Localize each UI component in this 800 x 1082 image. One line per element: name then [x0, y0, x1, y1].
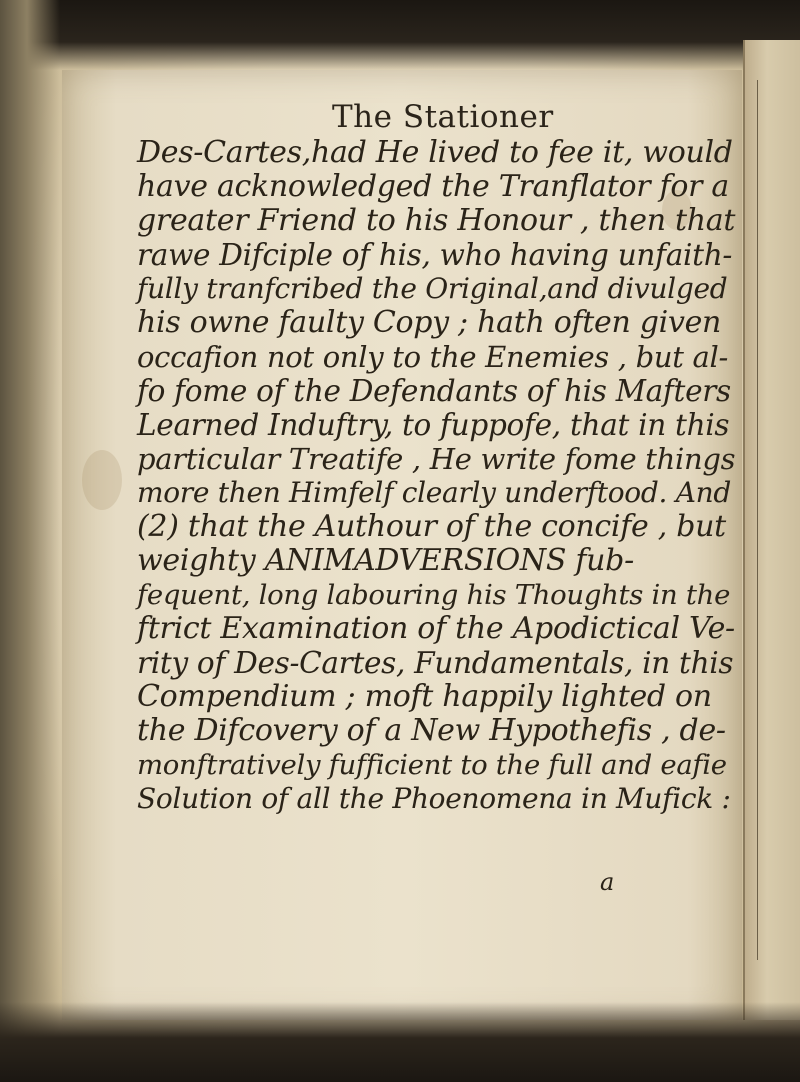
adjacent-page [743, 40, 800, 1020]
catchword: a [600, 868, 615, 896]
text-line: fully tranfcribed the Original,and divulged [137, 272, 728, 305]
text-line: Des-Cartes,had He lived to fee it, would [137, 135, 733, 170]
text-line: have acknowledged the Tranflator for a [137, 169, 729, 204]
background-bottom [0, 1002, 800, 1082]
text-line: rawe Difciple of his, who having unfaith- [137, 238, 733, 272]
text-line: rity of Des-Cartes, Fundamentals, in this [137, 646, 734, 680]
text-line: Compendium ; moft happily lighted on [137, 679, 712, 714]
text-line: occafion not only to the Enemies , but al- [137, 340, 729, 374]
printed-page [62, 70, 742, 1020]
text-line: his owne faulty Copy ; hath often given [137, 305, 722, 340]
text-block [137, 98, 737, 816]
text-line: Learned Induftry, to fuppofe, that in this [137, 408, 730, 442]
background-top [0, 0, 800, 70]
background-left [0, 0, 60, 1082]
text-line: ftrict Examination of the Apodictical Ve- [137, 611, 735, 646]
text-line: fo fome of the Defendants of his Mafters [137, 374, 731, 408]
text-line: greater Friend to his Honour , then that [137, 203, 736, 238]
foxing-stain [82, 450, 122, 510]
text-line: weighty ANIMADVERSIONS fub- [137, 543, 634, 578]
text-line: particular Treatife , He write fome things [137, 442, 736, 476]
text-line: Solution of all the Phoenomena in Mufick : [137, 782, 731, 815]
text-line: the Difcovery of a New Hypothefis , de- [137, 713, 726, 748]
text-line: fequent, long labouring his Thoughts in the [137, 579, 731, 611]
text-line: monftratively fufficient to the full and eafie [137, 749, 727, 781]
text-line: (2) that the Authour of the concife , but [137, 509, 726, 544]
text-line: more then Himfelf clearly underftood. And [137, 476, 731, 509]
running-head: The Stationer [332, 99, 554, 135]
adjacent-page-rule [757, 80, 758, 960]
